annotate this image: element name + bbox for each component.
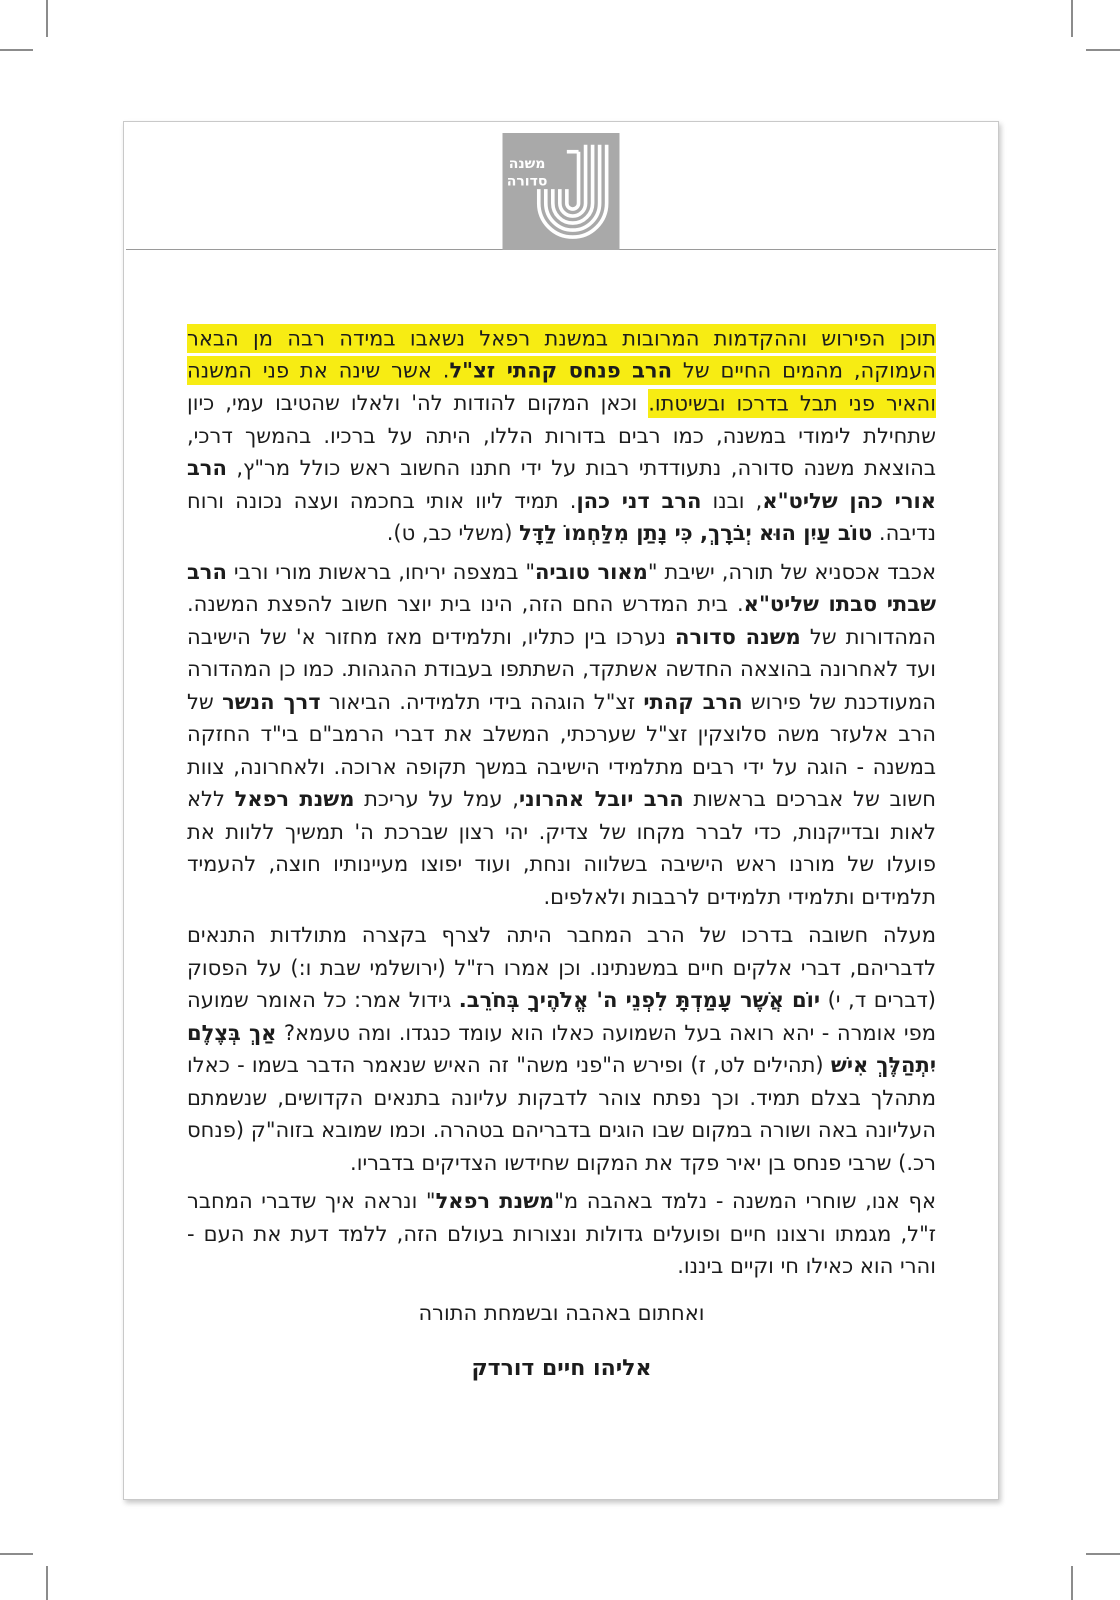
text-run: נערכו בין כתליו, ותלמידים מאז מחזור א' של הישיבה ועד לאחרונה בהוצאה החדשה אשתקד, השתתפו בעבודת ההגהות. כמו כן המהדורה המעודכנת של פירוש: [187, 624, 936, 714]
bold-text-run: טוֹב עַיִן הוּא יְבֹרָךְ, כִּי נָתַן מִלַּחְמוֹ לַדָּל: [519, 521, 873, 545]
crop-mark-top-left-v: [46, 0, 48, 37]
crop-mark-bottom-left-h: [0, 1553, 33, 1555]
paragraph: [187, 1185, 936, 1283]
crop-mark-top-left-h: [0, 49, 33, 51]
text-run: ללא לאות ובדייקנות, כדי לברר מקחו של צדיק. יהי רצון שברכת ה' תמשיך ללוות את פועלו של מורנו ראש הישיבה בשלווה ונחת, ועוד יפוצו מעיינותיו חוצה, להעמיד תלמידים ותלמידי תלמידים לרבבות ולאלפים.: [187, 787, 936, 909]
bold-text-run: משנה סדורה: [675, 624, 801, 649]
bold-text-run: הרב דני כהן: [576, 488, 702, 513]
bold-text-run: דרך הנשר: [222, 689, 321, 714]
crop-mark-bottom-left-v: [46, 1566, 48, 1600]
text-run: גידול אמר: כל האומר שמועה מפי אומרה - יהא רואה בעל השמועה כאלו הוא עומד כנגדו. ומה טעמא?: [187, 988, 936, 1045]
text-run: , ובנו: [701, 488, 763, 513]
mishna-sedura-logo: [503, 133, 620, 250]
bold-text-run: משנת רפאל: [435, 1189, 555, 1213]
text-run: תוכן הפירוש וההקדמות המרובות במשנת רפאל נשאבו במידה רבה מן הבאר העמוקה, מהמים החיים של: [187, 326, 936, 383]
paragraph: [187, 919, 936, 1179]
text-run: אכבד אכסניא של תורה, ישיבת ": [647, 559, 936, 584]
yellow-highlight: [449, 356, 672, 385]
paragraph: [187, 322, 936, 550]
text-run: , עמל על עריכת: [354, 787, 519, 811]
text-run: אף אנו, שוחרי המשנה - נלמד באהבה מ": [554, 1189, 936, 1213]
paragraph: [187, 556, 936, 914]
text-run: . בית המדרש החם הזה, הינו בית יוצר חשוב להפצת המשנה. המהדורות של: [187, 592, 936, 649]
text-run: וכאן המקום להודות לה' ולאלו שהטיבו עמי, כיון שתחילת לימודי במשנה, כמו רבים בדורות הללו, היתה על ברכיו. בהמשך דרכי, בהוצאת משנה סדורה, נתעודדתי רבות על ידי חתנו החשוב ראש כולל מר"ץ,: [187, 391, 936, 480]
text-run: (תהילים לט, ז) ופירש ה"פני משה" זה האיש שנאמר הדבר בשמו - כאלו מתהלך בצלם תמיד. וכך נפתח צוהר לדבקות עליונה בתנאים הקדושים, שנשמתם העליונה באה ושורה במקום שבו הוגים בדבריהם בטהרה. וכמו שמובא בזוה"ק (פנחס רכ.) שרבי פנחס בן יאיר פקד את המקום שחידשו הצדיקים בדבריו.: [187, 1053, 936, 1175]
bold-text-run: אַךְ בְּצֶלֶם יִתְהַלֶּךְ אִישׁ: [187, 1020, 936, 1077]
logo-word-mishna: משנה: [508, 156, 546, 173]
text-run: " ונראה איך שדברי המחבר ז"ל, מגמתו ורצונו חיים ופועלים גדולות ונצורות בעולם הזה, ללמד דעת את העם - והרי הוא כאילו חי וקיים ביננו.: [187, 1189, 936, 1278]
crop-mark-top-right-v: [1071, 0, 1073, 37]
body-paragraphs: [187, 322, 936, 1283]
text-run: מעלה חשובה בדרכו של הרב המחבר היתה לצרף בקצרה מתולדות התנאים לדבריהם, דברי אלקים חיים במשנתינו. וכן אמרו רז"ל (ירושלמי שבת ו:) על הפסוק (דברים ד, י): [187, 923, 937, 1012]
bold-text-run: מאור טוביה: [535, 559, 648, 584]
bold-text-run: הרב יובל אהרוני: [518, 787, 684, 811]
crop-mark-bottom-right-h: [1086, 1553, 1120, 1555]
bold-text-run: הרב שבתי סבתו שליט"א: [187, 559, 936, 616]
document-page: [123, 121, 999, 1500]
text-run: . תמיד ליוו אותי בחכמה ועצה נכונה ורוח נדיבה.: [187, 488, 936, 545]
crop-mark-bottom-right-v: [1071, 1566, 1073, 1600]
text-run: " במצפה יריחו, בראשות מורי ורבי: [226, 559, 535, 584]
bold-text-run: הרב אורי כהן שליט"א: [187, 456, 936, 513]
crop-mark-top-right-h: [1086, 49, 1120, 51]
bold-text-run: הרב קהתי: [643, 689, 743, 714]
text-run: . אשר שינה את פני המשנה והאיר פני תבל בדרכו ובשיטתו.: [187, 358, 936, 415]
text-run: של הרב אלעזר משה סלוצקין זצ"ל שערכתי, המשלב את דברי הרמב"ם בי"ד החזקה במשנה - הוגה על ידי רבים מתלמידי הישיבה במשך תקופה ארוכה. ולאחרונה, צוות חשוב של אברכים בראשות: [187, 689, 936, 811]
logo-word-sedura: סדורה: [506, 173, 548, 190]
bold-text-run: הרב פנחס קהתי זצ"ל: [449, 358, 672, 383]
closing-line: ואחתום באהבה ובשמחת התורה: [418, 1300, 705, 1325]
bold-text-run: יוֹם אֲשֶׁר עָמַדְתָּ לִפְנֵי ה' אֱלֹהֶיךָ בְּחֹרֵב.: [458, 988, 821, 1012]
bold-text-run: משנת רפאל: [234, 787, 355, 811]
letter-body: [187, 322, 936, 1386]
author-signature: אליהו חיים דורדק: [471, 1356, 652, 1381]
text-run: (משלי כב, ט).: [386, 521, 520, 545]
text-run: זצ"ל הוגהה בידי תלמידיה. הביאור: [320, 689, 644, 714]
